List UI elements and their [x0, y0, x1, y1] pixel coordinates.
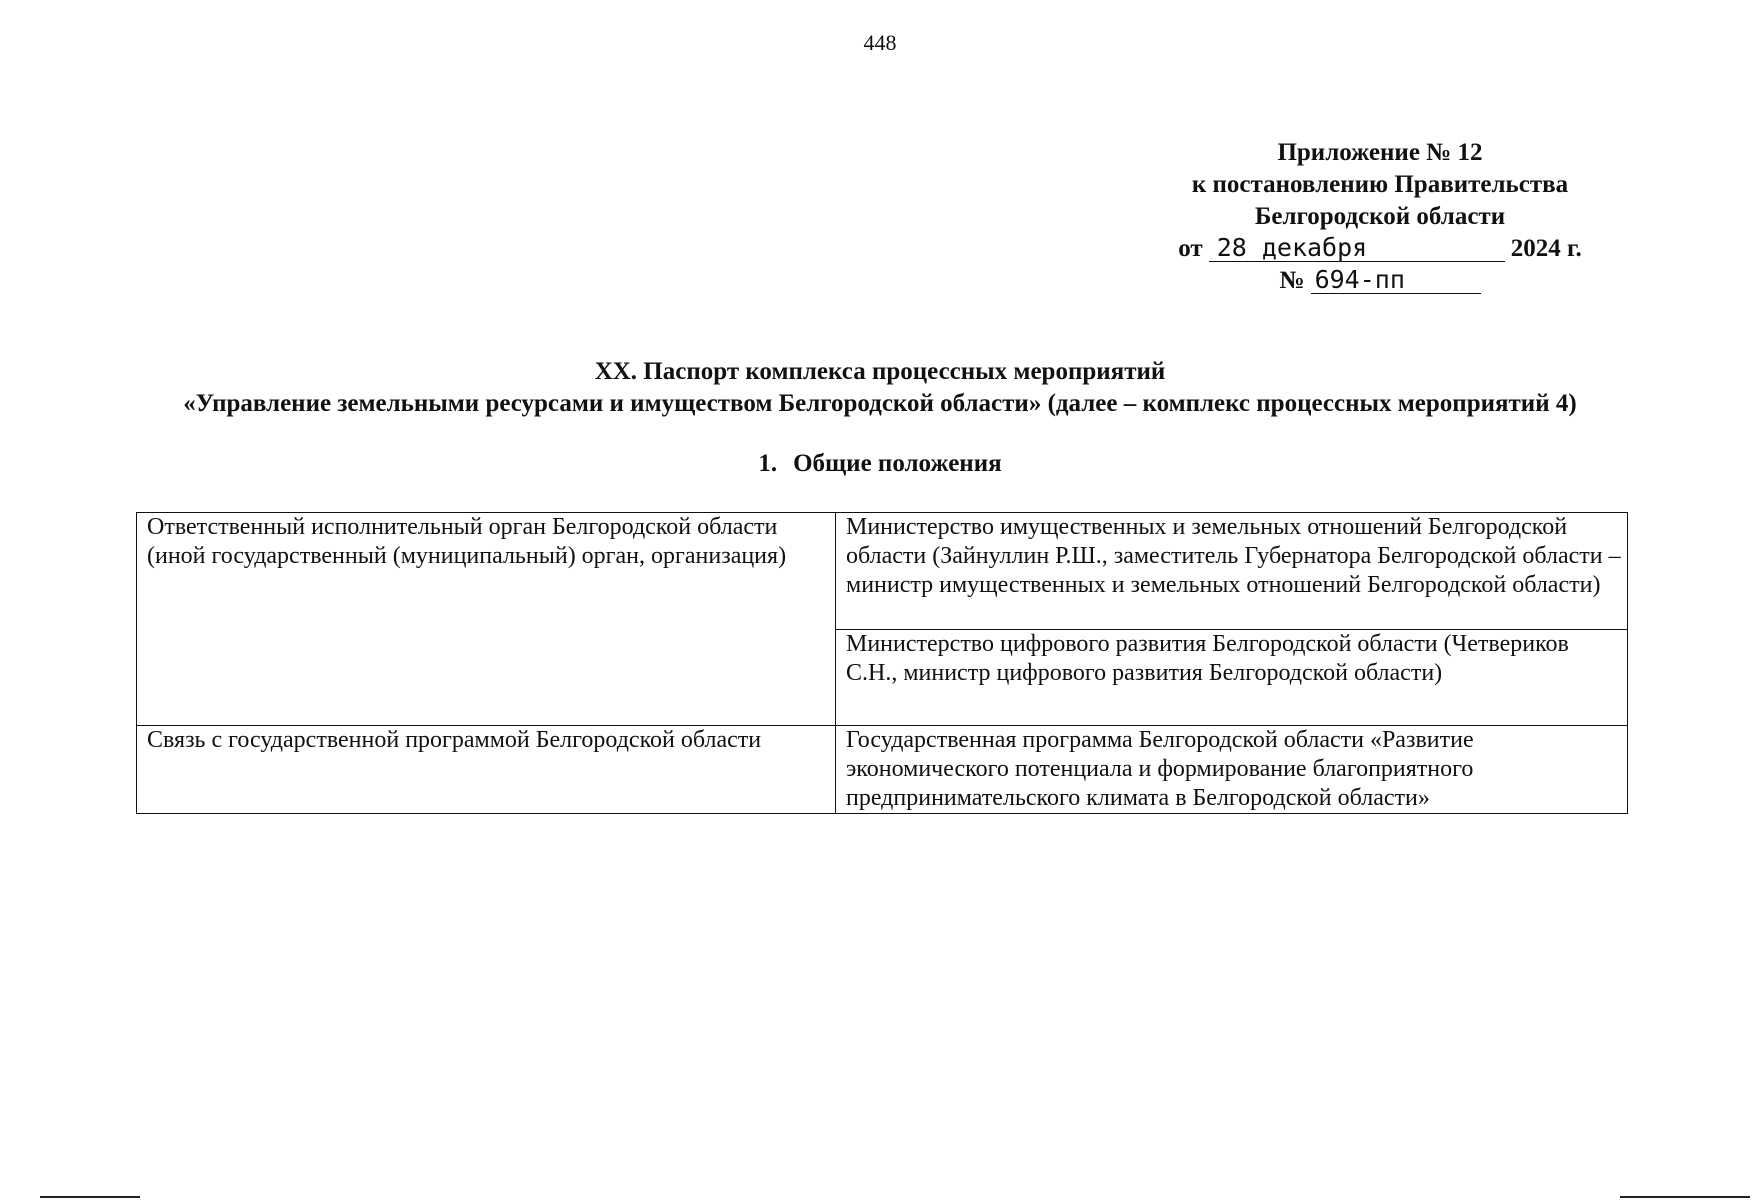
appendix-region-line: Белгородской области: [1254, 203, 1506, 230]
scan-artifact-line: [1620, 1196, 1750, 1198]
section-heading: [0, 450, 1760, 478]
table-cell-value: Министерство имущественных и земельных отношений Белгородской области (Зайнуллин Р.Ш., заместитель Губернатора Белгородской области – министр имущественных и земельных отношений Белгородской области): [836, 513, 1628, 630]
table-cell-value: Государственная программа Белгородской области «Развитие экономического потенциала и формирование благоприятного предпринимательского климата в Белгородской области»: [836, 726, 1628, 814]
number-prefix: №: [1279, 267, 1305, 294]
general-provisions-table: [136, 512, 1628, 814]
date-year: 2024 г.: [1510, 235, 1582, 262]
table-cell-label: Связь с государственной программой Белгородской области: [137, 726, 836, 814]
table-cell-value: Министерство цифрового развития Белгородской области (Четвериков С.Н., министр цифрового развития Белгородской области): [836, 630, 1628, 726]
table-cell-label: Ответственный исполнительный орган Белгородской области (иной государственный (муниципальный) орган, организация): [137, 513, 836, 726]
date-field: 28 декабря: [1209, 235, 1505, 262]
appendix-number-line: [1160, 265, 1600, 297]
section-number: 1.: [758, 450, 778, 477]
document-title-line-2: «Управление земельными ресурсами и имуществом Белгородской области» (далее – комплекс процессных мероприятий 4): [183, 390, 1577, 417]
section-title: Общие положения: [793, 450, 1002, 477]
scan-artifact-line: [40, 1196, 140, 1198]
document-title: [0, 356, 1760, 420]
appendix-title: Приложение № 12: [1277, 139, 1483, 166]
table-row-responsible-authority: [137, 513, 1628, 630]
page-number: 448: [863, 30, 897, 55]
date-prefix: от: [1178, 235, 1203, 262]
table-row-program-link: [137, 726, 1628, 814]
number-field: 694-пп: [1311, 267, 1481, 294]
appendix-resolution-line: к постановлению Правительства: [1191, 171, 1569, 198]
appendix-block: [1160, 137, 1600, 297]
appendix-date-line: [1160, 233, 1600, 265]
document-title-line-1: XX. Паспорт комплекса процессных мероприятий: [594, 358, 1166, 385]
